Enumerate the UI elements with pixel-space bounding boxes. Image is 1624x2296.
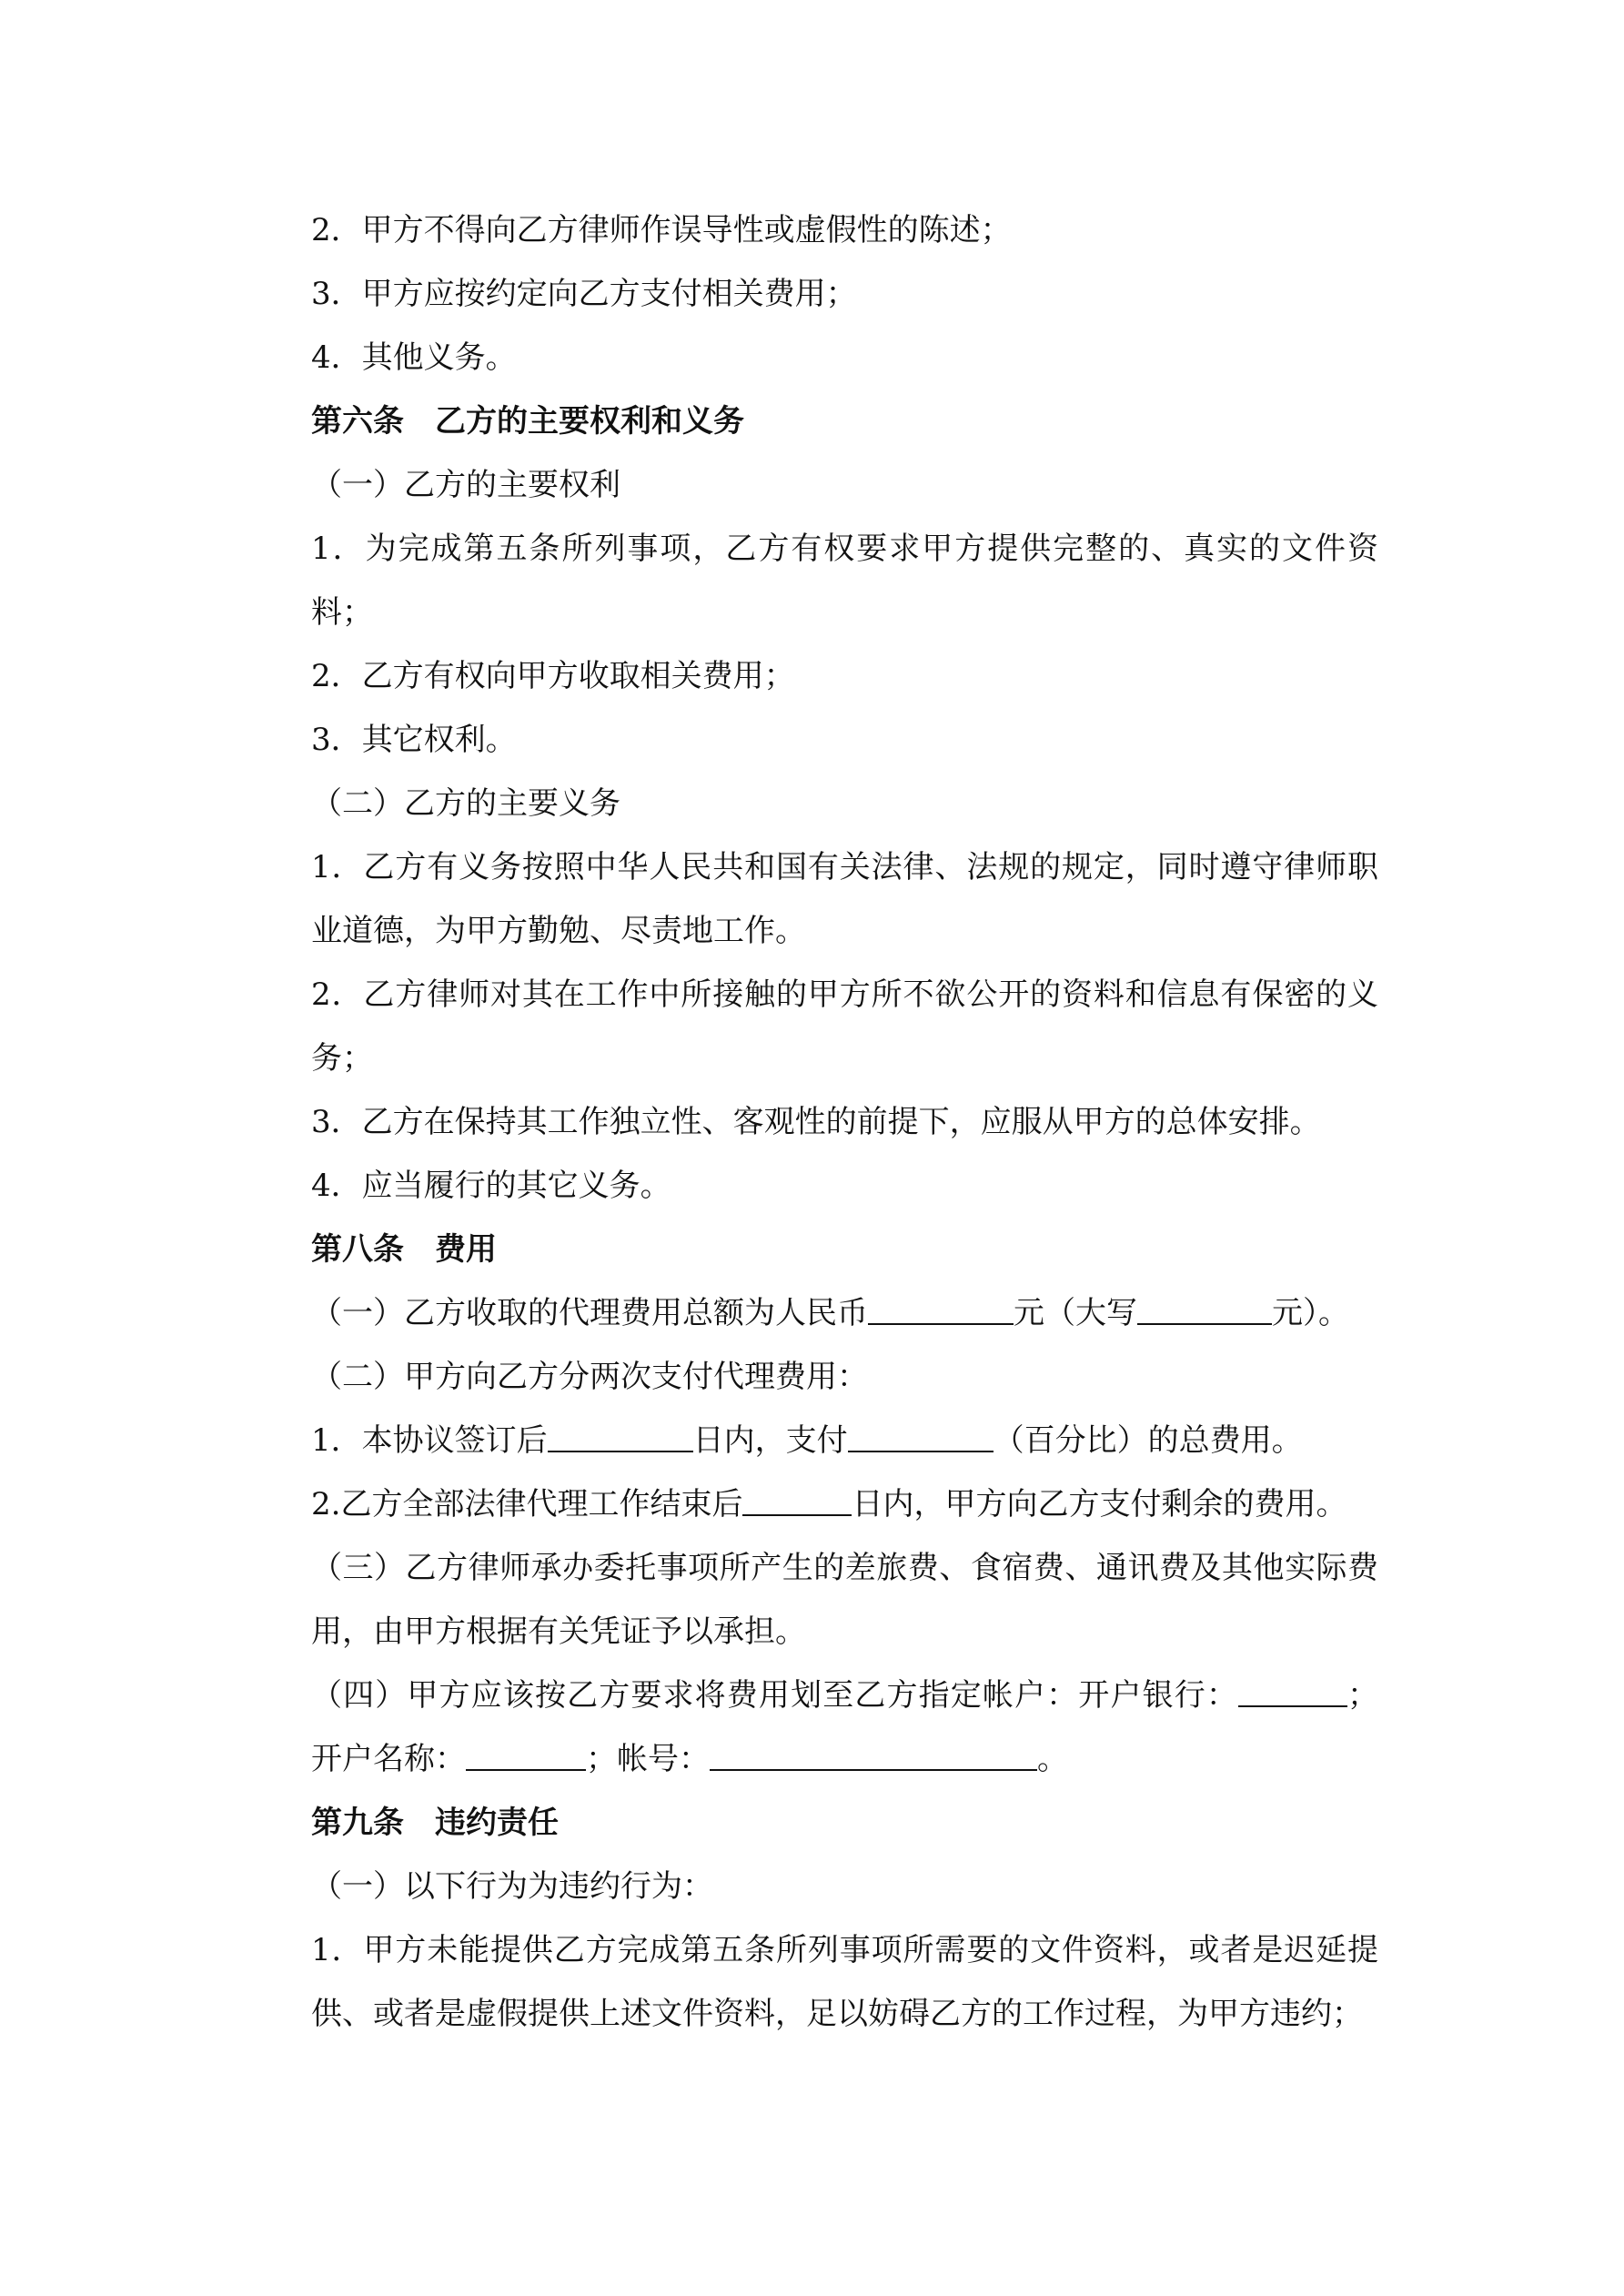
final-payment-days-blank[interactable] <box>742 1483 852 1516</box>
paragraph-fee-installments: （二）甲方向乙方分两次支付代理费用： <box>311 1359 868 1395</box>
paragraph-breach-definition: （一）以下行为为违约行为： <box>311 1868 713 1905</box>
section-lawyer-obligations: （二）乙方的主要义务 <box>311 785 620 822</box>
fee-total-text-3: 元）。 <box>1272 1295 1349 1331</box>
account-text-3: ；帐号： <box>586 1741 710 1777</box>
paragraph-lawyer-obligation-independence: 3．乙方在保持其工作独立性、客观性的前提下，应服从甲方的总体安排。 <box>311 1104 1321 1140</box>
final-payment-text: 2.乙方全部法律代理工作结束后 <box>311 1486 743 1522</box>
section-lawyer-rights: （一）乙方的主要权利 <box>311 467 620 503</box>
paragraph-fee-final-payment <box>246 1472 1378 1536</box>
first-payment-days-blank[interactable] <box>548 1420 693 1452</box>
fee-amount-blank[interactable] <box>868 1292 1014 1325</box>
fee-total-text-2: 元（大写 <box>1014 1295 1137 1331</box>
paragraph-client-no-misleading: 2．甲方不得向乙方律师作误导性或虚假性的陈述； <box>311 212 1012 248</box>
paragraph-lawyer-other-obligations: 4．应当履行的其它义务。 <box>311 1168 671 1204</box>
paragraph-breach-client-documents: 1．甲方未能提供乙方完成第五条所列事项所需要的文件资料，或者是迟延提供、或者是虚假提供上述文件资料，足以妨碍乙方的工作过程，为甲方违约； <box>311 1932 1378 2032</box>
paragraph-fee-expenses: （三）乙方律师承办委托事项所产生的差旅费、食宿费、通讯费及其他实际费用，由甲方根据有关凭证予以承担。 <box>311 1550 1378 1650</box>
account-text-4: 。 <box>1037 1741 1068 1777</box>
article-8-heading: 第八条 费用 <box>311 1231 497 1268</box>
fee-amount-words-blank[interactable] <box>1137 1292 1272 1325</box>
first-payment-text: 1．本协议签订后 <box>311 1422 548 1459</box>
fee-total-text: （一）乙方收取的代理费用总额为人民币 <box>311 1295 868 1331</box>
paragraph-lawyer-right-documents: 1．为完成第五条所列事项，乙方有权要求甲方提供完整的、真实的文件资料； <box>311 531 1378 631</box>
paragraph-lawyer-right-fees: 2．乙方有权向甲方收取相关费用； <box>311 658 795 694</box>
first-payment-percent-blank[interactable] <box>848 1420 994 1452</box>
account-text: （四）甲方应该按乙方要求将费用划至乙方指定帐户：开户银行： <box>311 1677 1238 1714</box>
paragraph-lawyer-obligation-law: 1．乙方有义务按照中华人民共和国有关法律、法规的规定，同时遵守律师职业道德，为甲方勤勉、尽责地工作。 <box>311 849 1378 949</box>
final-payment-text-2: 日内，甲方向乙方支付剩余的费用。 <box>852 1486 1347 1522</box>
paragraph-client-other-obligations: 4．其他义务。 <box>311 339 517 376</box>
account-number-blank[interactable] <box>710 1738 1037 1771</box>
bank-name-blank[interactable] <box>1238 1674 1347 1707</box>
first-payment-text-2: 日内，支付 <box>692 1422 848 1459</box>
article-6-heading: 第六条 乙方的主要权利和义务 <box>311 403 744 440</box>
paragraph-lawyer-other-rights: 3．其它权利。 <box>311 722 517 758</box>
first-payment-text-3: （百分比）的总费用。 <box>993 1422 1303 1459</box>
account-name-blank[interactable] <box>466 1738 586 1771</box>
paragraph-fee-account <box>246 1664 1378 1791</box>
paragraph-lawyer-obligation-confidentiality: 2．乙方律师对其在工作中所接触的甲方所不欲公开的资料和信息有保密的义务； <box>311 976 1378 1077</box>
paragraph-fee-total <box>246 1281 1378 1345</box>
paragraph-client-pay-fees: 3．甲方应按约定向乙方支付相关费用； <box>311 276 857 312</box>
article-9-heading: 第九条 违约责任 <box>311 1805 559 1841</box>
account-text-2: ；开户名称： <box>311 1677 1378 1777</box>
paragraph-fee-first-payment <box>246 1409 1378 1472</box>
